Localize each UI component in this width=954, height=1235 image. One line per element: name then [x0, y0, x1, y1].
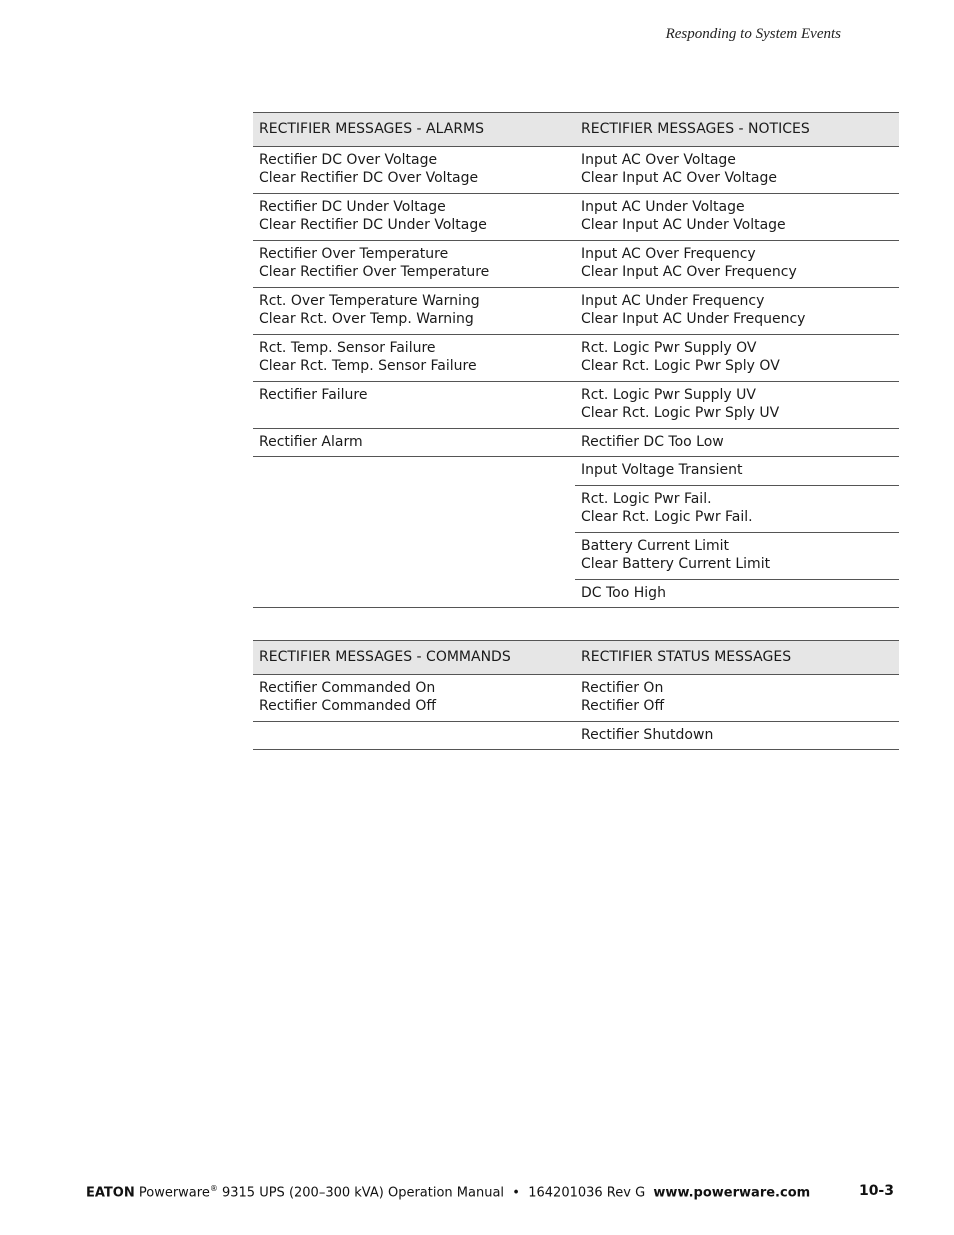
- message-text: Battery Current Limit: [581, 537, 730, 554]
- table-row: [253, 240, 899, 287]
- notice-message-cell: [575, 193, 899, 240]
- message-text: Clear Rct. Logic Pwr Sply OV: [581, 358, 780, 374]
- alarm-message-cell: [253, 334, 575, 381]
- footer-bullet: •: [512, 1185, 520, 1201]
- notice-message-cell: [575, 287, 899, 334]
- message-text: Input Voltage Transient: [581, 462, 743, 478]
- table-row: [253, 287, 899, 334]
- command-message-cell: [253, 721, 575, 750]
- footer-document-info: [86, 1184, 810, 1200]
- message-text: Clear Input AC Under Voltage: [581, 217, 786, 233]
- notice-message-cell: [575, 146, 899, 193]
- table-row: [253, 381, 899, 428]
- table-row: [253, 721, 899, 750]
- notice-message-cell: [575, 428, 899, 457]
- message-text: Rectifier Failure: [259, 386, 368, 403]
- message-text: Rct. Logic Pwr Supply OV: [581, 339, 757, 356]
- alarm-message-cell: [253, 287, 575, 334]
- footer-website: www.powerware.com: [653, 1185, 811, 1201]
- alarm-message-cell: [253, 457, 575, 486]
- message-text: Rectifier On: [581, 679, 664, 696]
- notice-message-cell: [575, 485, 899, 532]
- page-number: 10-3: [858, 1183, 894, 1199]
- message-text: Input AC Over Frequency: [581, 245, 756, 262]
- alarm-message-cell: [253, 579, 575, 608]
- column-header-commands: RECTIFIER MESSAGES - COMMANDS: [253, 641, 575, 675]
- notice-message-cell: [575, 532, 899, 579]
- message-text: Clear Rectifier DC Under Voltage: [259, 217, 487, 233]
- status-message-cell: [575, 674, 899, 721]
- rectifier-alarms-notices-table: [253, 112, 899, 608]
- notice-message-cell: [575, 334, 899, 381]
- alarm-message-cell: [253, 146, 575, 193]
- message-text: Rct. Temp. Sensor Failure: [259, 339, 436, 356]
- message-text: Clear Rct. Logic Pwr Sply UV: [581, 405, 780, 421]
- message-text: Clear Rct. Temp. Sensor Failure: [259, 358, 477, 374]
- message-text: Rectifier Commanded Off: [259, 698, 436, 714]
- message-text: Clear Input AC Over Frequency: [581, 264, 797, 280]
- message-text: Rct. Logic Pwr Fail.: [581, 490, 712, 507]
- table-row: [253, 674, 899, 721]
- footer-manual-title: 9315 UPS (200–300 kVA) Operation Manual: [221, 1185, 505, 1201]
- message-text: Rectifier Commanded On: [259, 679, 436, 696]
- table-body: [253, 674, 899, 750]
- message-text: Rct. Logic Pwr Supply UV: [581, 386, 756, 403]
- alarm-message-cell: [253, 485, 575, 532]
- alarm-message-cell: [253, 532, 575, 579]
- footer-registered-mark: ®: [209, 1184, 218, 1193]
- alarm-message-cell: [253, 240, 575, 287]
- table-row: [253, 334, 899, 381]
- table-row: [253, 485, 899, 532]
- message-text: Clear Input AC Over Voltage: [581, 170, 777, 186]
- status-message-cell: [575, 721, 899, 750]
- column-header-notices: RECTIFIER MESSAGES - NOTICES: [575, 113, 899, 147]
- message-text: Clear Rct. Over Temp. Warning: [259, 311, 474, 327]
- alarm-message-cell: [253, 428, 575, 457]
- message-text: Clear Rectifier Over Temperature: [259, 264, 490, 280]
- message-text: Rectifier Shutdown: [581, 726, 714, 743]
- footer-product: Powerware: [138, 1185, 210, 1201]
- table-header-row: [253, 641, 899, 675]
- alarm-message-cell: [253, 193, 575, 240]
- table-row: [253, 579, 899, 608]
- running-header: Responding to System Events: [665, 26, 841, 42]
- table-row: [253, 457, 899, 486]
- message-text: Clear Battery Current Limit: [581, 556, 771, 572]
- command-message-cell: [253, 674, 575, 721]
- column-header-status: RECTIFIER STATUS MESSAGES: [575, 641, 899, 675]
- footer-doc-number: 164201036 Rev G: [528, 1185, 646, 1201]
- table-row: [253, 532, 899, 579]
- table-header-row: [253, 113, 899, 147]
- message-text: Clear Input AC Under Frequency: [581, 311, 806, 327]
- column-header-alarms: RECTIFIER MESSAGES - ALARMS: [253, 113, 575, 147]
- message-text: DC Too High: [581, 584, 666, 601]
- table-body: [253, 146, 899, 608]
- message-text: Input AC Over Voltage: [581, 151, 736, 168]
- alarm-message-cell: [253, 381, 575, 428]
- table-row: [253, 193, 899, 240]
- message-text: Input AC Under Voltage: [581, 198, 745, 215]
- message-text: Input AC Under Frequency: [581, 292, 765, 309]
- message-text: Rectifier Over Temperature: [259, 245, 449, 262]
- message-text: Rectifier DC Too Low: [581, 433, 724, 450]
- notice-message-cell: [575, 457, 899, 486]
- message-text: Clear Rct. Logic Pwr Fail.: [581, 509, 753, 525]
- message-text: Rct. Over Temperature Warning: [259, 292, 480, 309]
- notice-message-cell: [575, 579, 899, 608]
- message-text: Rectifier DC Under Voltage: [259, 198, 446, 215]
- message-text: Rectifier Off: [581, 698, 665, 714]
- notice-message-cell: [575, 381, 899, 428]
- table-row: [253, 146, 899, 193]
- table-row: [253, 428, 899, 457]
- message-text: Rectifier DC Over Voltage: [259, 151, 438, 168]
- rectifier-commands-status-table: [253, 640, 899, 750]
- message-text: Rectifier Alarm: [259, 433, 363, 450]
- message-text: Clear Rectifier DC Over Voltage: [259, 170, 479, 186]
- notice-message-cell: [575, 240, 899, 287]
- footer-brand: EATON: [86, 1185, 135, 1201]
